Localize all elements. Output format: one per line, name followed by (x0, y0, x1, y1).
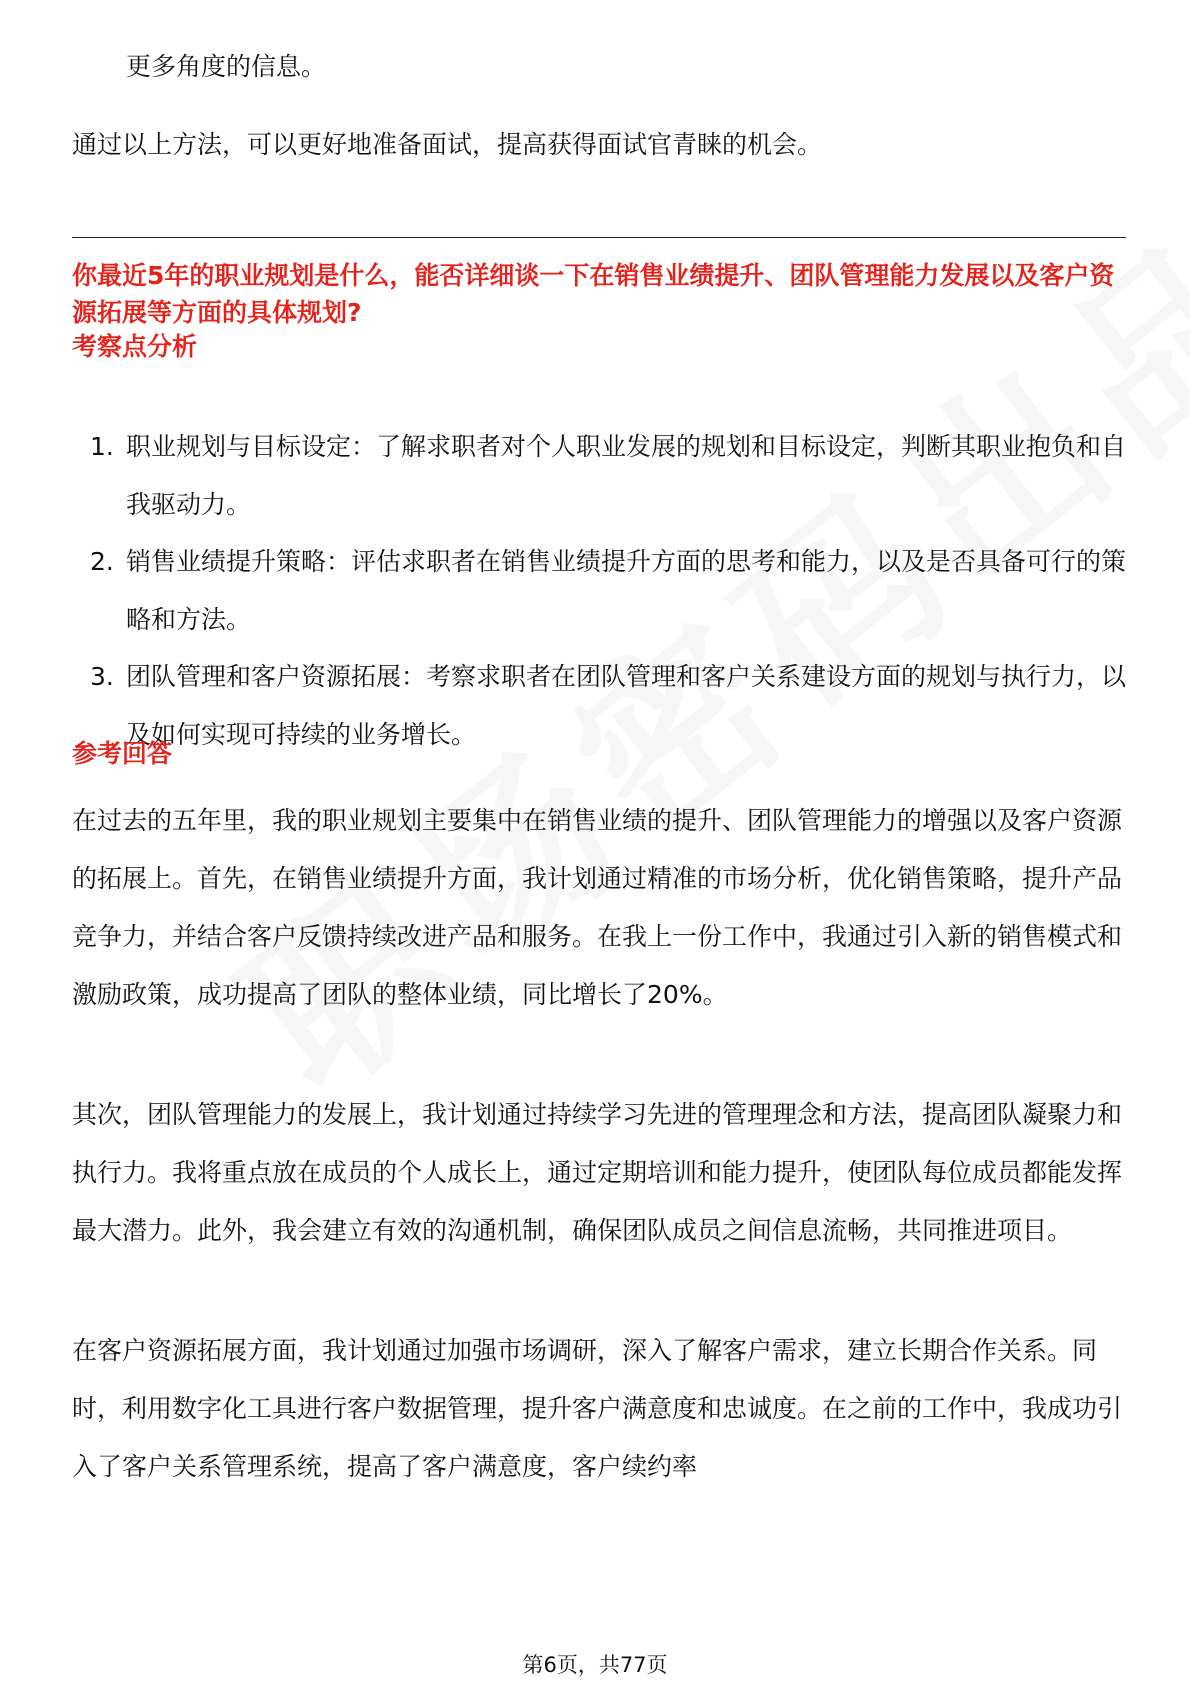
question-heading: 你最近5年的职业规划是什么，能否详细谈一下在销售业绩提升、团队管理能力发展以及客户资源拓展等方面的具体规划? (72, 261, 1115, 327)
analysis-heading: 考察点分析 (72, 332, 198, 361)
analysis-item (72, 648, 1130, 764)
list-number: 3. (90, 662, 114, 691)
list-item-text: 销售业绩提升策略：评估求职者在销售业绩提升方面的思考和能力，以及是否具备可行的策略和方法。 (126, 547, 1127, 634)
analysis-item (72, 533, 1130, 649)
analysis-list (72, 418, 1130, 764)
answer-paragraph: 在客户资源拓展方面，我计划通过加强市场调研，深入了解客户需求，建立长期合作关系。同时，利用数字化工具进行客户数据管理，提升客户满意度和忠诚度。在之前的工作中，我成功引入了客户关系管理系统，提高了客户满意度，客户续约率 (72, 1336, 1123, 1481)
answer-paragraph: 其次，团队管理能力的发展上，我计划通过持续学习先进的管理理念和方法，提高团队凝聚力和执行力。我将重点放在成员的个人成长上，通过定期培训和能力提升，使团队每位成员都能发挥最大潜力。此外，我会建立有效的沟通机制，确保团队成员之间信息流畅，共同推进项目。 (72, 1100, 1123, 1245)
list-number: 2. (90, 547, 114, 576)
closing-line: 通过以上方法，可以更好地准备面试，提高获得面试官青睐的机会。 (72, 130, 823, 159)
answer-paragraph: 在过去的五年里，我的职业规划主要集中在销售业绩的提升、团队管理能力的增强以及客户资源的拓展上。首先，在销售业绩提升方面，我计划通过精准的市场分析，优化销售策略，提升产品竞争力，并结合客户反馈持续改进产品和服务。在我上一份工作中，我通过引入新的销售模式和激励政策，成功提高了团队的整体业绩，同比增长了20%。 (72, 806, 1123, 1009)
answer-heading: 参考回答 (72, 739, 173, 768)
section-divider (72, 237, 1126, 238)
analysis-item (72, 418, 1130, 534)
list-item-text: 团队管理和客户资源拓展：考察求职者在团队管理和客户关系建设方面的规划与执行力，以及如何实现可持续的业务增长。 (126, 662, 1127, 749)
list-number: 1. (90, 432, 114, 461)
list-item-text: 职业规划与目标设定：了解求职者对个人职业发展的规划和目标设定，判断其职业抱负和自我驱动力。 (126, 432, 1127, 519)
continuation-line: 更多角度的信息。 (126, 52, 327, 81)
page-number: 第6页，共77页 (522, 1653, 668, 1677)
